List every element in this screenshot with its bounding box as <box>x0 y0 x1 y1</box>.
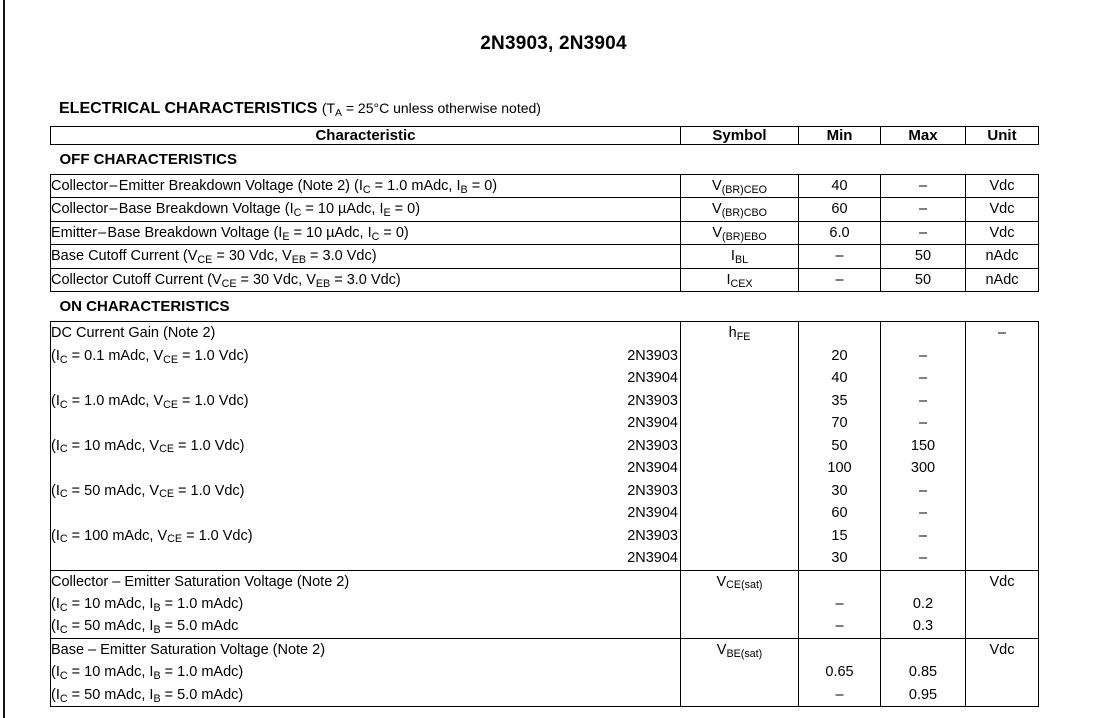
row-min: 40 <box>799 175 881 198</box>
device-label: 2N3903 <box>627 482 678 499</box>
row-unit: Vdc <box>966 175 1039 198</box>
row-min <box>799 322 881 570</box>
max-value: – <box>918 347 928 364</box>
row-symbol: $I_{BL}$ <box>681 245 799 268</box>
max-value: – <box>918 482 928 499</box>
section-row-off-characteristics <box>51 145 1039 175</box>
row-characteristic: Base Cutoff Current ($V_{CE} = 30$ Vdc, $V_{EB} = 3.0$ Vdc) <box>51 245 681 268</box>
device-part-number-list <box>627 322 680 569</box>
row-unit: Vdc <box>966 638 1039 706</box>
device-label: 2N3904 <box>627 460 678 477</box>
row-symbol: $V_{CE(sat)}$ <box>681 570 799 638</box>
dc-current-gain-title: DC Current Gain (Note 2) <box>51 325 216 342</box>
condition-line: ($I_C = 50$ mAdc, $I_B = 5.0$ mAdc) <box>51 686 244 705</box>
row-symbol: $V_{(BR)EBO}$ <box>681 221 799 244</box>
min-value: 60 <box>831 505 848 522</box>
min-value: 30 <box>831 482 848 499</box>
condition-line: ($I_C = 10$ mAdc, $I_B = 1.0$ mAdc) <box>51 664 244 683</box>
row-characteristic: Collector – Emitter Breakdown Voltage (Note 2) ($I_C = 1.0$ mAdc, $I_B = 0$) <box>51 175 681 198</box>
section-heading-condition: ($T_A = 25^\circ C$ unless otherwise noted) <box>321 100 541 119</box>
device-label: 2N3904 <box>627 370 678 387</box>
device-label: 2N3903 <box>627 437 678 454</box>
min-value: 50 <box>831 437 848 454</box>
row-max: – <box>881 175 966 198</box>
condition-line: ($I_C = 50$ mAdc, $I_B = 5.0$ mAdc <box>51 618 239 637</box>
min-value: 15 <box>831 527 848 544</box>
row-characteristic: Collector Cutoff Current ($V_{CE} = 30$ Vdc, $V_{EB} = 3.0$ Vdc) <box>51 268 681 291</box>
condition-line: ($I_C = 100$ mAdc, $V_{CE} = 1.0$ Vdc) <box>51 527 253 546</box>
table-header-row <box>51 127 1039 145</box>
min-value: – <box>835 595 844 612</box>
min-value: 0.65 <box>825 664 854 681</box>
min-value: 35 <box>831 392 848 409</box>
row-characteristic: Emitter – Base Breakdown Voltage ($I_E = 10$ µAdc, $I_C = 0$) <box>51 221 681 244</box>
electrical-characteristics-table <box>50 126 1039 707</box>
row-max: 50 <box>881 268 966 291</box>
row-symbol: $V_{(BR)CEO}$ <box>681 175 799 198</box>
max-value: 300 <box>910 460 936 477</box>
table-row <box>51 175 1039 198</box>
column-header-characteristic: Characteristic <box>51 127 681 145</box>
row-unit: nAdc <box>966 245 1039 268</box>
device-label: 2N3903 <box>627 392 678 409</box>
row-min: 60 <box>799 198 881 221</box>
min-value: – <box>835 618 844 635</box>
table-row <box>51 221 1039 244</box>
max-value: – <box>918 505 928 522</box>
max-value: – <box>918 392 928 409</box>
row-min: – <box>799 268 881 291</box>
max-value: 150 <box>910 437 936 454</box>
row-max <box>881 638 966 706</box>
device-label: 2N3904 <box>627 415 678 432</box>
row-min <box>799 570 881 638</box>
row-max: – <box>881 221 966 244</box>
min-value: 20 <box>831 347 848 364</box>
condition-line: ($I_C = 50$ mAdc, $V_{CE} = 1.0$ Vdc) <box>51 482 245 501</box>
page-title: 2N3903, 2N3904 <box>480 33 627 54</box>
row-symbol: $V_{BE(sat)}$ <box>681 638 799 706</box>
table-row <box>51 245 1039 268</box>
row-max <box>881 322 966 570</box>
row-unit: Vdc <box>966 221 1039 244</box>
row-unit: – <box>966 322 1039 570</box>
max-value: 0.2 <box>912 595 934 612</box>
column-header-symbol: Symbol <box>681 127 799 145</box>
max-value: – <box>918 415 928 432</box>
min-value: 70 <box>831 415 848 432</box>
section-label-off: OFF CHARACTERISTICS <box>51 145 1039 175</box>
max-value: – <box>918 550 928 567</box>
section-heading-label: ELECTRICAL CHARACTERISTICS <box>59 100 318 117</box>
row-symbol: $V_{(BR)CBO}$ <box>681 198 799 221</box>
row-symbol: $h_{FE}$ <box>681 322 799 570</box>
max-value: – <box>918 527 928 544</box>
section-label-on: ON CHARACTERISTICS <box>51 292 1039 322</box>
row-min: – <box>799 245 881 268</box>
min-value: – <box>835 686 844 703</box>
condition-line: ($I_C = 10$ mAdc, $V_{CE} = 1.0$ Vdc) <box>51 437 245 456</box>
section-row-on-characteristics <box>51 292 1039 322</box>
condition-line: ($I_C = 0.1$ mAdc, $V_{CE} = 1.0$ Vdc) <box>51 347 249 366</box>
table-row-dc-current-gain <box>51 322 1039 570</box>
device-label: 2N3904 <box>627 505 678 522</box>
device-label: 2N3903 <box>627 347 678 364</box>
row-min <box>799 638 881 706</box>
row-characteristic: Collector – Base Breakdown Voltage ($I_C = 10$ µAdc, $I_E = 0$) <box>51 198 681 221</box>
max-value: 0.3 <box>912 618 934 635</box>
section-heading <box>59 100 541 118</box>
row-max <box>881 570 966 638</box>
condition-line: ($I_C = 10$ mAdc, $I_B = 1.0$ mAdc) <box>51 595 244 614</box>
condition-line: ($I_C = 1.0$ mAdc, $V_{CE} = 1.0$ Vdc) <box>51 392 249 411</box>
table-row-vce-sat <box>51 570 1039 638</box>
column-header-min: Min <box>799 127 881 145</box>
row-characteristic <box>51 322 681 570</box>
row-characteristic <box>51 638 681 706</box>
device-label: 2N3904 <box>627 550 678 567</box>
max-value: – <box>918 370 928 387</box>
vce-sat-title: Collector – Emitter Saturation Voltage (Note 2) <box>51 573 350 590</box>
row-symbol: $I_{CEX}$ <box>681 268 799 291</box>
table-row-vbe-sat <box>51 638 1039 706</box>
row-min: 6.0 <box>799 221 881 244</box>
row-unit: nAdc <box>966 268 1039 291</box>
min-value: 30 <box>831 550 848 567</box>
max-value: 0.85 <box>908 664 938 681</box>
max-value: 0.95 <box>908 686 938 703</box>
table-row <box>51 198 1039 221</box>
min-value: 100 <box>827 460 852 477</box>
row-unit: Vdc <box>966 570 1039 638</box>
column-header-max: Max <box>881 127 966 145</box>
min-value: 40 <box>831 370 848 387</box>
column-header-unit: Unit <box>966 127 1039 145</box>
row-max: – <box>881 198 966 221</box>
dc-current-gain-conditions <box>51 322 253 569</box>
row-unit: Vdc <box>966 198 1039 221</box>
row-characteristic <box>51 570 681 638</box>
page-edge-line <box>3 0 5 718</box>
table-row <box>51 268 1039 291</box>
row-max: 50 <box>881 245 966 268</box>
device-label: 2N3903 <box>627 527 678 544</box>
vbe-sat-title: Base – Emitter Saturation Voltage (Note 2) <box>51 641 326 658</box>
